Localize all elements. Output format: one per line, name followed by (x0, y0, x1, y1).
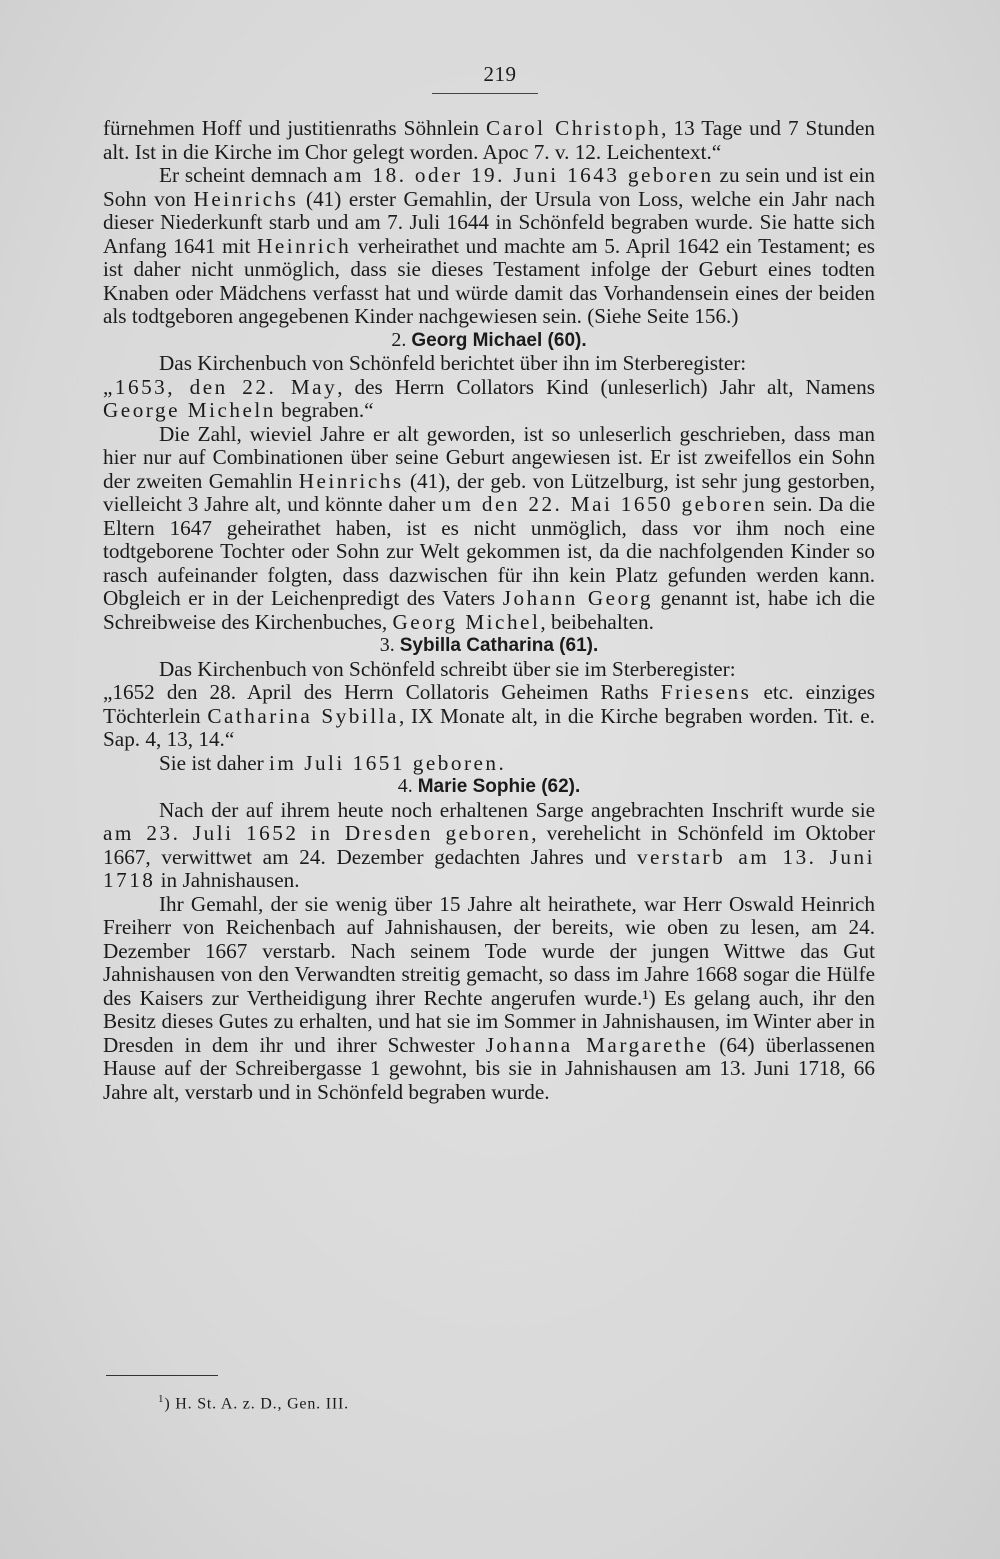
spaced-text: Heinrichs (193, 186, 299, 211)
text-run: Die Zahl, wieviel Jahre er alt geworden, ist so unleserlich geschrieben, dass man hier nur auf Combinationen über seine Geburt angewiesen ist. Er ist zweifellos ein Sohn der zweiten Gemahlin (103, 421, 875, 493)
section-number: 2. (391, 328, 407, 351)
spaced-text: Heinrichs (298, 468, 404, 493)
text-run: fürnehmen Hoff und justitienraths Söhnlein (103, 116, 486, 140)
text-run: Er scheint demnach (159, 163, 334, 187)
paragraph (103, 164, 875, 329)
spaced-text: Georg Michel (392, 609, 541, 634)
text-run: , 13 Tage und 7 Stunden alt. Ist in die Kirche im Chor gelegt worden. Apoc 7. v. 12. Leichentext.“ (103, 116, 875, 164)
footnote (158, 1389, 349, 1414)
text-run: genannt ist, habe ich die Schreibweise des Kirchenbuches, (103, 586, 875, 634)
paragraph (103, 376, 875, 423)
spaced-text: George Micheln (103, 398, 276, 422)
section-number: 3. (379, 634, 395, 656)
paragraph (103, 117, 875, 164)
spaced-text: am 18. oder 19. Juni 1643 geboren (333, 163, 714, 187)
spaced-text: „1653, den 22. May (103, 374, 338, 399)
text-run: Das Kirchenbuch von Schönfeld schreibt über sie im Sterberegister: (159, 656, 736, 681)
text-run: etc. einziges Töchterlein (103, 680, 875, 728)
footnote-rule (106, 1375, 218, 1376)
paragraph (103, 799, 875, 893)
text-run: , beibehalten. (540, 609, 654, 634)
text-run: zu sein und ist ein Sohn von (103, 163, 875, 211)
section-name: Georg Michael (60). (411, 329, 587, 351)
text-run: Nach der auf ihrem heute noch erhaltenen Sarge angebrachten Inschrift wurde sie (159, 797, 875, 822)
section-heading (103, 775, 875, 799)
text-run: in Jahnishausen. (155, 868, 300, 892)
text-run: Das Kirchenbuch von Schönfeld berichtet über ihn im Sterberegister: (159, 351, 747, 375)
section-name: Sybilla Catharina (61). (399, 635, 599, 656)
paragraph (103, 752, 875, 776)
paragraph (103, 681, 875, 752)
spaced-text: Johanna Margarethe (485, 1032, 709, 1057)
section-number: 4. (397, 775, 413, 797)
text-run: verheirathet und machte am 5. April 1642 ein Testament; es ist daher nicht unmöglich, dass sie dieses Testament infolge der Geburt eines todten Knaben oder Mädchens verfasst hat und würde damit das Vorhandensein eines der beiden als todtgeboren angegebenen Kinder nachgewiesen sein. (Siehe Seite 156.) (103, 233, 875, 328)
text-run: (41), der geb. von Lützelburg, ist sehr jung gestorben, vielleicht 3 Jahre alt, und könnte daher (103, 468, 875, 516)
text-run: , des Herrn Collators Kind (unleserlich) Jahr alt, Namens (337, 374, 875, 399)
paragraph (103, 658, 875, 682)
section-heading (103, 634, 875, 658)
spaced-text: Catharina Sybilla (207, 703, 399, 728)
spaced-text: Heinrich (257, 233, 352, 258)
spaced-text: im Juli 1651 geboren (269, 750, 499, 775)
text-run: begraben.“ (275, 398, 374, 422)
text-run: (41) erster Gemahlin, der Ursula von Loss, welche ein Jahr nach dieser Niederkunft starb und am 7. Juli 1644 in Schönfeld begraben wurde. Sie hatte sich Anfang 1641 mit (103, 186, 875, 258)
paragraph (103, 893, 875, 1105)
page-number: 219 (483, 62, 517, 86)
body-text (103, 117, 875, 1104)
paragraph (103, 423, 875, 635)
spaced-text: Johann Georg (502, 586, 653, 610)
paragraph (103, 352, 875, 376)
text-run: . (498, 750, 504, 775)
section-heading (103, 329, 875, 353)
text-run: Ihr Gemahl, der sie wenig über 15 Jahre alt heirathete, war Herr Oswald Heinrich Freiherr von Reichenbach auf Jahnishausen, der bereits, wie oben zu lesen, am 24. Dezember 1667 verstarb. Nach seinem Tode wurde der jungen Wittwe das Gut Jahnishausen von den Verwandten streitig gemacht, so dass im Jahre 1668 sogar die Hülfe des Kaisers zur Vertheidigung ihrer Rechte angerufen wurde.¹) Es gelang auch, ihr den Besitz dieses Gutes zu erhalten, und hat sie im Sommer in Jahnishausen, im Winter aber in Dresden in dem ihr und ihrer Schwester (103, 891, 875, 1057)
text-run: , verehelicht in Schönfeld im Oktober 1667, verwittwet am 24. Dezember gedachten Jahres und (103, 821, 875, 869)
text-run: Sie ist daher (159, 750, 270, 775)
text-run: sein. Da die Eltern 1647 geheirathet haben, ist es nicht unmöglich, dass vor ihm noch eine todtgeborene Tochter oder Sohn zur Welt gekommen ist, da die nachfolgenden Kinder so rasch aufeinander folgten, dass dazwischen für ihn kein Platz gefunden werden kann. Obgleich er in der Leichenpredigt des Vaters (103, 492, 875, 610)
spaced-text: am 23. Juli 1652 in Dresden geboren (103, 821, 532, 845)
spaced-text: Carol Christoph (486, 116, 662, 140)
spaced-text: Friesens (660, 680, 752, 704)
footnote-marker: 1 (158, 1393, 165, 1405)
spaced-text: verstarb am 13. Juni 1718 (103, 844, 875, 892)
spaced-text: um den 22. Mai 1650 geboren (441, 492, 768, 516)
text-run: „1652 den 28. April des Herrn Collatoris Geheimen Raths (103, 680, 661, 704)
section-name: Marie Sophie (62). (417, 776, 581, 797)
footnote-text: ) H. St. A. z. D., Gen. III. (164, 1395, 349, 1413)
page-number-rule (432, 93, 538, 94)
text-run: (64) überlassenen Hause auf der Schreibergasse 1 gewohnt, bis sie in Jahnishausen am 13. Juni 1718, 66 Jahre alt, verstarb und in Schönfeld begraben wurde. (103, 1032, 875, 1104)
text-run: , IX Monate alt, in die Kirche begraben worden. Tit. e. Sap. 4, 13, 14.“ (103, 703, 875, 751)
